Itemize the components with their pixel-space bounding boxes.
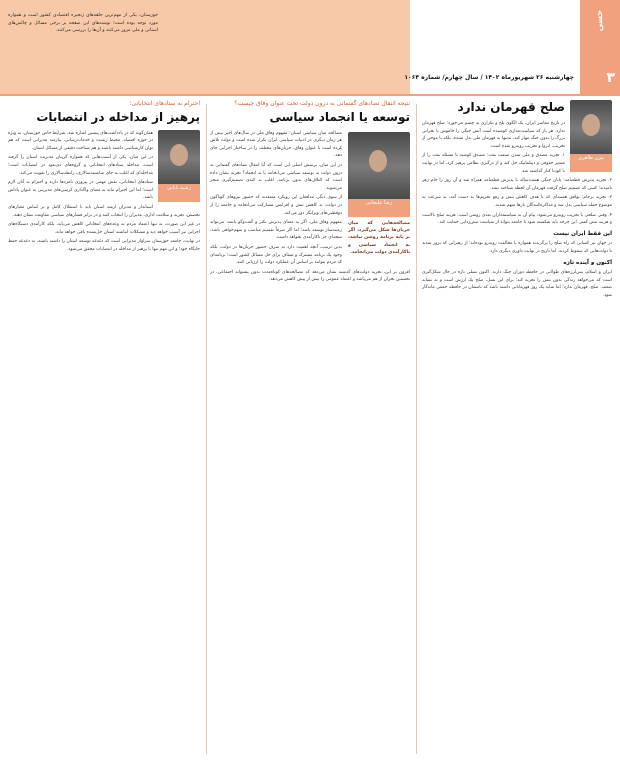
author-photo [348,132,410,217]
column-divider [416,104,417,754]
logo-text: حسی [595,10,605,32]
article-middle [210,100,410,286]
intro-box [0,0,410,95]
author-face [369,150,387,172]
column-divider [206,104,207,754]
paragraph: در این میان، یکی از آسیب‌هایی که همواره گریبان مدیریت استان را گرفته است، مداخله ستادهای انتخاباتی و گروه‌های ذی‌نفوذ در انتصابات است؛ مداخله‌ای که اغلب به جای شایسته‌سالاری، رابطه‌سالاری را تقویت می‌کند. [8,155,153,176]
page-header [0,0,620,95]
subheading: این فقط ایران نیست [553,230,612,237]
pull-quote-block [348,130,410,257]
header-divider [0,94,620,96]
author-face [582,114,600,136]
paragraph: همان‌گونه که در یادداشت‌های پیشین اشاره شد، شرایط خاص خوزستان، به ویژه در حوزه اقتصاد، محیط زیست و خدمات‌رسانی، نیازمند مدیرانی است که هم توان کارشناسی داشته باشند و هم شناخت دقیقی از مسائل استان. [8,130,153,151]
paragraph: در تاریخ معاصر ایران، یک الگوی تلخ و تکراری به چشم می‌خورد: صلح قهرمان ندارد. هر بار که سیاست‌مداری کوشیده است آتش جنگی را خاموش یا بحرانی بزرگ را بدون جنگ مهار کند، نه‌تنها به قهرمان ملی بدل نشده، بلکه با موجی از تخریب، انزوا و تخریب روبه‌رو شده است. [422,121,565,149]
paragraph: ۱. تجربه مصدق و ملی شدن صنعت نفت: مصدق کوشید تا مسئله نفت را از مسیر حقوقی و دیپلماتیک حل کند و از درگیری نظامی پرهیز کرد، اما در نهایت با کودتا کنار گذاشته شد. [422,153,565,174]
paragraph: مفهوم وفاق ملی، اگر به معنای پذیرش تکثر و گفت‌وگو باشد، می‌تواند زمینه‌ساز توسعه باشد؛ اما اگر صرفاً تقسیم مناصب و سهم‌خواهی باشد، نتیجه‌ای جز ناکارآمدی نخواهد داشت. [210,220,342,241]
paragraph: افزون بر این، تجربه دولت‌های گذشته نشان می‌دهد که مصالحه‌های کوتاه‌مدت بدون پشتوانه اجتماعی، در نخستین بحران از هم می‌پاشد و اعتماد عمومی را بیش از پیش کاهش می‌دهد. [210,269,410,283]
paragraph: ۴. وقتی صلحی با تخریب روبه‌رو می‌شود، پیام آن به سیاستمداران بعدی روشن است: هزینه صلح بالاست و هزینه تنش کمتر. این چرخه باید شکسته شود تا جامعه بتواند از سیاست تنش‌زدایی حمایت کند. [422,212,612,226]
paragraph: استاندار و مدیران ارشد استان باید با استقلال کامل و بر اساس معیارهای تخصص، تجربه و سلامت اداری، مدیران را انتخاب کنند و در برابر فشارهای سیاسی مقاومت نشان دهند. [8,204,200,218]
author-photo [158,130,200,202]
author-photo [570,100,612,172]
paragraph: در این میان، پرسش اصلی این است که آیا انتقال تضادهای گفتمانی به درون دولت به توسعه سیاسی می‌انجامد یا به انجماد؟ تجربه نشان داده است که ائتلاف‌های بدون برنامه، اغلب به کندی تصمیم‌گیری منجر می‌شوند. [210,162,342,191]
article-kicker: نتیجه انتقال تضادهای گفتمانی به درون دولت تحت عنوان وفاق چیست؟ [234,100,410,107]
intro-text: خوزستان، یکی از مهم‌ترین حلقه‌های زنجیره اقتصادی کشور است و همواره مورد توجه بوده است؛ نوشته‌های این صفحه بر برخی مسائل و چالش‌های استانی و ملی مرور می‌کنند و آن‌ها را بررسی می‌کنند. [8,13,158,34]
dateline: چهارشنبه ۲۶ شهریورماه ۱۴۰۲ / سال چهارم/ شماره ۱۰۶۴ [404,74,574,81]
paragraph: ایران و اسلام، پس‌لرزه‌های طولانی در حافظه دوران جنگ دارند. اکنون نسلی تازه در حال شکل‌گیری است که می‌خواهد زندگی بدون تنش را تجربه کند؛ برای این نسل، صلح یک ارزش است و نه نشانه ضعف. صلح، قهرمان ندارد؛ اما شاید یک روز قهرمانانی داشته باشد که نامشان در حافظه جمعی ماندگار شود. [422,270,612,298]
author-caption: رضا علیجانی [348,199,410,217]
paragraph: مصالحه میان سیاسی استان: مفهوم وفاق ملی در سال‌های اخیر بیش از هر زمان دیگری در ادبیات سیاسی ایران تکرار شده است و دولت تلاش کرده است با عنوان وفاق، جریان‌های مختلف را در ساختار اجرایی جای دهد. [210,130,342,159]
paragraph: ۲. تجربه پذیرش قطعنامه: پایان جنگی هشت‌ساله با پذیرش قطعنامه همراه شد و آن روز را جام زهر نامیدند؛ کسی که تصمیم صلح گرفت قهرمان آن لحظه شناخته نشد. [422,178,612,191]
article-headline: پرهیز از مداخله در انتصابات [36,109,200,124]
article-headline: صلح قهرمان ندارد [457,100,565,114]
article-kicker: احترام به ستادهای انتخاباتی؛ [129,100,200,107]
article-right [422,100,612,301]
article-left [8,100,200,256]
paragraph: در نهایت، جامعه خوزستان سزاوار مدیرانی است که دغدغه توسعه استان را داشته باشند، نه دغدغه حفظ جایگاه خود؛ و این مهم تنها با پرهیز از مداخله در انتصابات محقق می‌شود. [8,239,200,252]
author-face [170,144,188,166]
page-number: ۳ [606,70,615,86]
paragraph: ستادهای انتخاباتی، نقش مهمی در پیروزی نامزدها دارند و احترام به آنان لازم است؛ اما این احترام نباید به معنای واگذاری کرسی‌های مدیریتی به عنوان پاداش باشد. [8,180,153,201]
author-caption: رشید بابایی [158,184,200,202]
author-caption: بیژن طاهری [570,154,612,172]
paragraph: از سوی دیگر، مدافعان این رویکرد معتقدند که حضور نیروهای گوناگون در دولت، به کاهش تنش و افزایش مشارکت می‌انجامد و جامعه را از دوقطبی‌های ویرانگر دور می‌کند. [210,195,342,216]
paragraph: در جهان نیز کسانی که راه صلح را برگزیدند همواره با مخالفت روبه‌رو بوده‌اند؛ از رهبرانی که ترور شدند تا دولت‌هایی که سقوط کردند. اما تاریخ در نهایت داوری دیگری دارد. [422,241,612,254]
paragraph: در غیر این صورت، نه تنها اعتماد مردم به وعده‌های انتخاباتی کاهش می‌یابد، بلکه کارآمدی دستگاه‌های اجرایی نیز آسیب خواهد دید و مشکلات انباشته استان حل‌نشده باقی خواهد ماند. [8,222,200,235]
article-headline: توسعه یا انجماد سیاسی [269,109,410,124]
pull-quote: مصالحه‌هایی که میان جریان‌ها شکل می‌گیرد، اگر بر پایه برنامه روشن نباشد، به انجماد سیاسی و ناکارآمدی دولت می‌انجامد. [348,220,410,256]
paragraph: ۳. تجربه برجام: توافق هسته‌ای که با هدف کاهش تنش و رفع تحریم‌ها به دست آمد، به سرعت به موضوع حمله سیاسی بدل شد و مذاکره‌کنندگان بارها متهم شدند. [422,195,612,208]
subheading: اکنون و آینده تازه [563,259,612,266]
paragraph: بدین ترتیب، آنچه اهمیت دارد نه صرف حضور جریان‌ها در دولت، بلکه وجود یک برنامه مشترک و شفاف برای حل مسائل کشور است؛ برنامه‌ای که مردم بتوانند بر اساس آن عملکرد دولت را ارزیابی کنند. [210,244,342,266]
